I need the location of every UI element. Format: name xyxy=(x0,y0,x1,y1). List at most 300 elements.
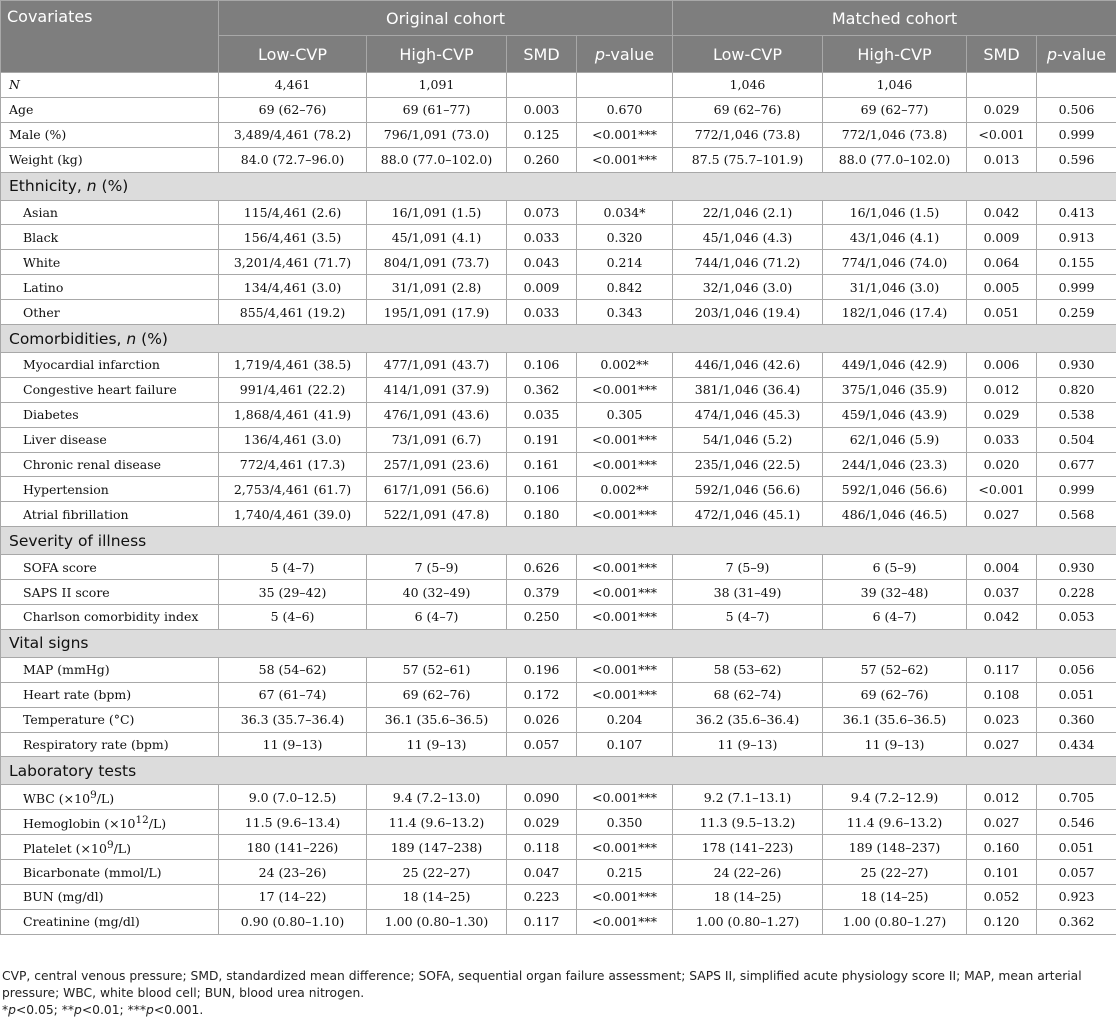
table-cell: 0.051 xyxy=(1037,682,1116,707)
table-cell: 5 (4–6) xyxy=(219,605,367,630)
table-cell xyxy=(1037,73,1116,98)
table-cell: 0.108 xyxy=(967,682,1037,707)
table-cell: 69 (61–77) xyxy=(367,97,507,122)
table-cell: 0.033 xyxy=(507,300,577,325)
table-cell: 84.0 (72.7–96.0) xyxy=(219,147,367,172)
table-cell: 804/1,091 (73.7) xyxy=(367,250,507,275)
row-label: Temperature (°C) xyxy=(1,707,219,732)
table-cell: 0.106 xyxy=(507,353,577,378)
table-cell: 0.504 xyxy=(1037,427,1116,452)
row-label: Bicarbonate (mmol/L) xyxy=(1,860,219,885)
table-cell: 0.999 xyxy=(1037,122,1116,147)
table-cell: 0.160 xyxy=(967,835,1037,860)
row-label: Congestive heart failure xyxy=(1,377,219,402)
table-cell: 0.029 xyxy=(507,810,577,835)
table-cell: 18 (14–25) xyxy=(673,885,823,910)
original-cohort-header: Original cohort xyxy=(219,1,673,36)
table-cell: 36.2 (35.6–36.4) xyxy=(673,707,823,732)
column-header: Low-CVP xyxy=(673,36,823,73)
table-cell: 0.047 xyxy=(507,860,577,885)
table-cell: 0.057 xyxy=(1037,860,1116,885)
table-cell: 0.029 xyxy=(967,97,1037,122)
table-cell: 446/1,046 (42.6) xyxy=(673,353,823,378)
table-cell: 16/1,091 (1.5) xyxy=(367,200,507,225)
table-cell: 772/4,461 (17.3) xyxy=(219,452,367,477)
table-cell: 0.005 xyxy=(967,275,1037,300)
table-cell: 0.999 xyxy=(1037,477,1116,502)
table-cell: 0.506 xyxy=(1037,97,1116,122)
row-label: BUN (mg/dl) xyxy=(1,885,219,910)
table-row xyxy=(1,97,1116,122)
row-label: MAP (mmHg) xyxy=(1,657,219,682)
table-row xyxy=(1,682,1116,707)
table-cell: 35 (29–42) xyxy=(219,580,367,605)
table-cell: 0.568 xyxy=(1037,502,1116,527)
table-cell: 57 (52–62) xyxy=(823,657,967,682)
table-cell: 0.191 xyxy=(507,427,577,452)
row-label: Platelet $(\times 10^9/L)$ xyxy=(1,835,219,860)
table-cell: 0.106 xyxy=(507,477,577,502)
table-cell: 0.042 xyxy=(967,605,1037,630)
table-cell: <0.001*** xyxy=(577,502,673,527)
table-cell: <0.001*** xyxy=(577,555,673,580)
table-cell: 0.155 xyxy=(1037,250,1116,275)
table-cell: 11.3 (9.5–13.2) xyxy=(673,810,823,835)
row-label: Hypertension xyxy=(1,477,219,502)
table-cell: 0.012 xyxy=(967,785,1037,810)
section-header xyxy=(1,757,1116,785)
table-cell: 0.101 xyxy=(967,860,1037,885)
table-cell: 0.033 xyxy=(507,225,577,250)
table-cell: 0.172 xyxy=(507,682,577,707)
table-cell: 0.043 xyxy=(507,250,577,275)
table-cell: 0.546 xyxy=(1037,810,1116,835)
table-cell: 7 (5–9) xyxy=(673,555,823,580)
table-cell: 0.913 xyxy=(1037,225,1116,250)
table-cell: 991/4,461 (22.2) xyxy=(219,377,367,402)
table-cell: 136/4,461 (3.0) xyxy=(219,427,367,452)
table-cell: 73/1,091 (6.7) xyxy=(367,427,507,452)
table-row xyxy=(1,147,1116,172)
table-cell: 0.820 xyxy=(1037,377,1116,402)
table-cell: 6 (4–7) xyxy=(367,605,507,630)
table-cell: 1.00 (0.80–1.27) xyxy=(673,909,823,934)
table-cell: 0.930 xyxy=(1037,353,1116,378)
table-cell: <0.001*** xyxy=(577,785,673,810)
table-cell: 16/1,046 (1.5) xyxy=(823,200,967,225)
table-cell: 0.362 xyxy=(507,377,577,402)
table-cell: 0.360 xyxy=(1037,707,1116,732)
table-row xyxy=(1,657,1116,682)
table-cell: 0.009 xyxy=(967,225,1037,250)
table-cell xyxy=(507,73,577,98)
column-header: p-value xyxy=(577,36,673,73)
column-header: SMD xyxy=(967,36,1037,73)
row-label: Diabetes xyxy=(1,402,219,427)
table-cell: 0.180 xyxy=(507,502,577,527)
table-cell: <0.001*** xyxy=(577,605,673,630)
table-cell: 69 (62–77) xyxy=(823,97,967,122)
table-row xyxy=(1,909,1116,934)
table-row xyxy=(1,122,1116,147)
table-cell: 0.161 xyxy=(507,452,577,477)
table-cell: 11 (9–13) xyxy=(219,732,367,757)
table-cell: 0.012 xyxy=(967,377,1037,402)
table-cell: 11 (9–13) xyxy=(673,732,823,757)
table-cell: 0.037 xyxy=(967,580,1037,605)
table-cell: 5 (4–7) xyxy=(219,555,367,580)
table-row xyxy=(1,275,1116,300)
table-cell: 69 (62–76) xyxy=(367,682,507,707)
table-row xyxy=(1,885,1116,910)
table-cell: 1.00 (0.80–1.30) xyxy=(367,909,507,934)
table-cell: 0.117 xyxy=(507,909,577,934)
table-cell: 0.120 xyxy=(967,909,1037,934)
table-cell: 0.705 xyxy=(1037,785,1116,810)
table-row xyxy=(1,200,1116,225)
table-cell: <0.001*** xyxy=(577,452,673,477)
table-cell: 0.434 xyxy=(1037,732,1116,757)
table-cell: 1,091 xyxy=(367,73,507,98)
table-cell: 744/1,046 (71.2) xyxy=(673,250,823,275)
row-label: Charlson comorbidity index xyxy=(1,605,219,630)
table-cell: 0.064 xyxy=(967,250,1037,275)
table-row xyxy=(1,73,1116,98)
table-cell: 0.003 xyxy=(507,97,577,122)
table-cell: 0.538 xyxy=(1037,402,1116,427)
table-cell: 31/1,046 (3.0) xyxy=(823,275,967,300)
table-cell: 3,201/4,461 (71.7) xyxy=(219,250,367,275)
row-label: Hemoglobin $(\times 10^{12}/L)$ xyxy=(1,810,219,835)
table-row xyxy=(1,555,1116,580)
table-cell: 69 (62–76) xyxy=(823,682,967,707)
table-row xyxy=(1,402,1116,427)
table-cell: 449/1,046 (42.9) xyxy=(823,353,967,378)
row-label: Other xyxy=(1,300,219,325)
table-cell: 855/4,461 (19.2) xyxy=(219,300,367,325)
column-header: High-CVP xyxy=(823,36,967,73)
table-row xyxy=(1,300,1116,325)
table-cell: 0.677 xyxy=(1037,452,1116,477)
sig-1: *p<0.05; **p<0.01; ***p<0.001. xyxy=(2,1003,204,1017)
table-cell: 3,489/4,461 (78.2) xyxy=(219,122,367,147)
row-label: Creatinine (mg/dl) xyxy=(1,909,219,934)
table-cell: 0.215 xyxy=(577,860,673,885)
table-cell: 1,740/4,461 (39.0) xyxy=(219,502,367,527)
table-cell: 69 (62–76) xyxy=(219,97,367,122)
row-label: Weight (kg) xyxy=(1,147,219,172)
table-row xyxy=(1,427,1116,452)
table-cell: 0.930 xyxy=(1037,555,1116,580)
table-cell: 235/1,046 (22.5) xyxy=(673,452,823,477)
table-cell: 592/1,046 (56.6) xyxy=(673,477,823,502)
table-cell: 1,868/4,461 (41.9) xyxy=(219,402,367,427)
table-cell: 9.0 (7.0–12.5) xyxy=(219,785,367,810)
table-cell: 0.228 xyxy=(1037,580,1116,605)
table-cell: 459/1,046 (43.9) xyxy=(823,402,967,427)
row-label: Myocardial infarction xyxy=(1,353,219,378)
table-cell: 244/1,046 (23.3) xyxy=(823,452,967,477)
column-header: p-value xyxy=(1037,36,1116,73)
table-cell: 0.002** xyxy=(577,353,673,378)
table-cell: 6 (5–9) xyxy=(823,555,967,580)
column-header: Low-CVP xyxy=(219,36,367,73)
table-cell: 0.118 xyxy=(507,835,577,860)
table-cell: 25 (22–27) xyxy=(823,860,967,885)
table-cell xyxy=(967,73,1037,98)
table-cell: 0.999 xyxy=(1037,275,1116,300)
matched-cohort-header: Matched cohort xyxy=(673,1,1116,36)
table-cell: 25 (22–27) xyxy=(367,860,507,885)
table-cell: 592/1,046 (56.6) xyxy=(823,477,967,502)
table-cell: 18 (14–25) xyxy=(823,885,967,910)
table-cell: 36.1 (35.6–36.5) xyxy=(367,707,507,732)
table-cell: 43/1,046 (4.1) xyxy=(823,225,967,250)
section-title: Comorbidities, n (%) xyxy=(1,325,1116,353)
row-label: Male (%) xyxy=(1,122,219,147)
table-cell: 0.250 xyxy=(507,605,577,630)
table-cell xyxy=(577,73,673,98)
table-row xyxy=(1,785,1116,810)
table-cell: 68 (62–74) xyxy=(673,682,823,707)
row-label: N xyxy=(1,73,219,98)
section-header xyxy=(1,325,1116,353)
table-cell: 24 (22–26) xyxy=(673,860,823,885)
table-cell: <0.001*** xyxy=(577,427,673,452)
table-cell: 1,719/4,461 (38.5) xyxy=(219,353,367,378)
table-cell: 2,753/4,461 (61.7) xyxy=(219,477,367,502)
table-cell: 5 (4–7) xyxy=(673,605,823,630)
table-cell: 0.009 xyxy=(507,275,577,300)
table-cell: 0.029 xyxy=(967,402,1037,427)
table-cell: 11 (9–13) xyxy=(823,732,967,757)
section-title: Laboratory tests xyxy=(1,757,1116,785)
table-cell: 0.034* xyxy=(577,200,673,225)
section-title: Vital signs xyxy=(1,629,1116,657)
table-cell: 17 (14–22) xyxy=(219,885,367,910)
row-label: SAPS II score xyxy=(1,580,219,605)
table-row xyxy=(1,250,1116,275)
table-cell: <0.001*** xyxy=(577,885,673,910)
table-cell: 0.107 xyxy=(577,732,673,757)
table-row xyxy=(1,477,1116,502)
table-cell: 11.5 (9.6–13.4) xyxy=(219,810,367,835)
table-cell: 0.923 xyxy=(1037,885,1116,910)
table-cell: 22/1,046 (2.1) xyxy=(673,200,823,225)
table-cell: 0.842 xyxy=(577,275,673,300)
table-cell: 0.042 xyxy=(967,200,1037,225)
table-cell: <0.001*** xyxy=(577,580,673,605)
table-cell: 9.4 (7.2–13.0) xyxy=(367,785,507,810)
table-cell: 0.259 xyxy=(1037,300,1116,325)
table-cell: 0.004 xyxy=(967,555,1037,580)
table-cell: 40 (32–49) xyxy=(367,580,507,605)
table-row xyxy=(1,377,1116,402)
table-cell: 178 (141–223) xyxy=(673,835,823,860)
section-title: Ethnicity, n (%) xyxy=(1,172,1116,200)
table-cell: 0.006 xyxy=(967,353,1037,378)
table-row xyxy=(1,452,1116,477)
table-cell: 0.027 xyxy=(967,810,1037,835)
table-cell: 4,461 xyxy=(219,73,367,98)
table-cell: 0.626 xyxy=(507,555,577,580)
table-cell: 522/1,091 (47.8) xyxy=(367,502,507,527)
table-cell: 0.90 (0.80–1.10) xyxy=(219,909,367,934)
table-cell: <0.001*** xyxy=(577,682,673,707)
table-row xyxy=(1,502,1116,527)
table-footnote xyxy=(2,968,1112,1019)
table-cell: 31/1,091 (2.8) xyxy=(367,275,507,300)
table-cell: 0.196 xyxy=(507,657,577,682)
table-cell: 0.027 xyxy=(967,732,1037,757)
table-cell: 472/1,046 (45.1) xyxy=(673,502,823,527)
table-cell: 195/1,091 (17.9) xyxy=(367,300,507,325)
table-row xyxy=(1,810,1116,835)
table-row xyxy=(1,860,1116,885)
table-cell: 189 (148–237) xyxy=(823,835,967,860)
table-cell: 0.033 xyxy=(967,427,1037,452)
table-cell: 87.5 (75.7–101.9) xyxy=(673,147,823,172)
table-cell: 0.035 xyxy=(507,402,577,427)
table-cell: 0.125 xyxy=(507,122,577,147)
table-cell: 772/1,046 (73.8) xyxy=(823,122,967,147)
table-cell: 11 (9–13) xyxy=(367,732,507,757)
table-cell: 115/4,461 (2.6) xyxy=(219,200,367,225)
row-label: Atrial fibrillation xyxy=(1,502,219,527)
table-cell: 0.117 xyxy=(967,657,1037,682)
row-label: Latino xyxy=(1,275,219,300)
covariates-header: Covariates xyxy=(1,1,219,73)
table-cell: 0.320 xyxy=(577,225,673,250)
table-cell: 39 (32–48) xyxy=(823,580,967,605)
abbreviations-note: CVP, central venous pressure; SMD, standardized mean difference; SOFA, sequential organ failure assessment; SAPS II, simplified acute physiology score II; MAP, mean arterial pressure; WBC, white blood cell; BUN, blood urea nitrogen. xyxy=(2,969,1082,1000)
table-cell: 1.00 (0.80–1.27) xyxy=(823,909,967,934)
table-cell: 0.379 xyxy=(507,580,577,605)
table-cell: <0.001 xyxy=(967,477,1037,502)
table-cell: 156/4,461 (3.5) xyxy=(219,225,367,250)
table-cell: 486/1,046 (46.5) xyxy=(823,502,967,527)
table-cell: 18 (14–25) xyxy=(367,885,507,910)
section-title: Severity of illness xyxy=(1,527,1116,555)
table-row xyxy=(1,707,1116,732)
table-cell: 381/1,046 (36.4) xyxy=(673,377,823,402)
table-cell: 32/1,046 (3.0) xyxy=(673,275,823,300)
table-cell: 0.057 xyxy=(507,732,577,757)
table-cell: <0.001*** xyxy=(577,657,673,682)
table-cell: <0.001*** xyxy=(577,835,673,860)
table-cell: 88.0 (77.0–102.0) xyxy=(823,147,967,172)
table-cell: 0.013 xyxy=(967,147,1037,172)
table-cell: 203/1,046 (19.4) xyxy=(673,300,823,325)
table-cell: 0.413 xyxy=(1037,200,1116,225)
row-label: Age xyxy=(1,97,219,122)
significance-note xyxy=(2,1002,1112,1019)
table-cell: 0.090 xyxy=(507,785,577,810)
table-cell: 0.350 xyxy=(577,810,673,835)
table-row xyxy=(1,580,1116,605)
table-cell: 0.670 xyxy=(577,97,673,122)
column-header: High-CVP xyxy=(367,36,507,73)
table-cell: 180 (141–226) xyxy=(219,835,367,860)
table-row xyxy=(1,732,1116,757)
row-label: White xyxy=(1,250,219,275)
row-label: WBC $(\times 10^9/L)$ xyxy=(1,785,219,810)
table-cell: 0.596 xyxy=(1037,147,1116,172)
table-cell: <0.001 xyxy=(967,122,1037,147)
table-cell: 45/1,091 (4.1) xyxy=(367,225,507,250)
table-cell: 774/1,046 (74.0) xyxy=(823,250,967,275)
table-cell: 69 (62–76) xyxy=(673,97,823,122)
table-cell: 0.056 xyxy=(1037,657,1116,682)
table-cell: 0.223 xyxy=(507,885,577,910)
table-cell: 36.1 (35.6–36.5) xyxy=(823,707,967,732)
table-cell: 67 (61–74) xyxy=(219,682,367,707)
table-cell: 1,046 xyxy=(673,73,823,98)
table-cell: 38 (31–49) xyxy=(673,580,823,605)
table-cell: 0.052 xyxy=(967,885,1037,910)
table-cell: 54/1,046 (5.2) xyxy=(673,427,823,452)
table-cell: <0.001*** xyxy=(577,377,673,402)
table-cell: 0.053 xyxy=(1037,605,1116,630)
table-cell: <0.001*** xyxy=(577,122,673,147)
table-cell: 88.0 (77.0–102.0) xyxy=(367,147,507,172)
table-cell: 9.2 (7.1–13.1) xyxy=(673,785,823,810)
table-cell: 36.3 (35.7–36.4) xyxy=(219,707,367,732)
table-cell: 476/1,091 (43.6) xyxy=(367,402,507,427)
table-cell: 0.204 xyxy=(577,707,673,732)
row-label: Chronic renal disease xyxy=(1,452,219,477)
section-header xyxy=(1,527,1116,555)
section-header xyxy=(1,172,1116,200)
row-label: Liver disease xyxy=(1,427,219,452)
column-header: SMD xyxy=(507,36,577,73)
row-label: Asian xyxy=(1,200,219,225)
table-cell: 617/1,091 (56.6) xyxy=(367,477,507,502)
table-cell: 0.073 xyxy=(507,200,577,225)
table-cell: <0.001*** xyxy=(577,909,673,934)
table-cell: 0.023 xyxy=(967,707,1037,732)
table-cell: 134/4,461 (3.0) xyxy=(219,275,367,300)
table-row xyxy=(1,835,1116,860)
table-cell: 0.020 xyxy=(967,452,1037,477)
row-label: Black xyxy=(1,225,219,250)
table-cell: 0.362 xyxy=(1037,909,1116,934)
table-cell: 1,046 xyxy=(823,73,967,98)
table-cell: 0.026 xyxy=(507,707,577,732)
table-cell: 57 (52–61) xyxy=(367,657,507,682)
table-cell: 62/1,046 (5.9) xyxy=(823,427,967,452)
table-cell: 772/1,046 (73.8) xyxy=(673,122,823,147)
table-cell: 0.214 xyxy=(577,250,673,275)
table-cell: 9.4 (7.2–12.9) xyxy=(823,785,967,810)
row-label: Heart rate (bpm) xyxy=(1,682,219,707)
table-cell: 0.051 xyxy=(967,300,1037,325)
table-cell: 58 (54–62) xyxy=(219,657,367,682)
table-cell: 189 (147–238) xyxy=(367,835,507,860)
table-cell: 11.4 (9.6–13.2) xyxy=(367,810,507,835)
table-cell: 0.051 xyxy=(1037,835,1116,860)
table-cell: 0.027 xyxy=(967,502,1037,527)
table-cell: 0.343 xyxy=(577,300,673,325)
table-cell: 414/1,091 (37.9) xyxy=(367,377,507,402)
table-cell: 257/1,091 (23.6) xyxy=(367,452,507,477)
section-header xyxy=(1,629,1116,657)
table-cell: 0.305 xyxy=(577,402,673,427)
table-cell: <0.001*** xyxy=(577,147,673,172)
table-cell: 45/1,046 (4.3) xyxy=(673,225,823,250)
table-row xyxy=(1,353,1116,378)
table-cell: 0.260 xyxy=(507,147,577,172)
